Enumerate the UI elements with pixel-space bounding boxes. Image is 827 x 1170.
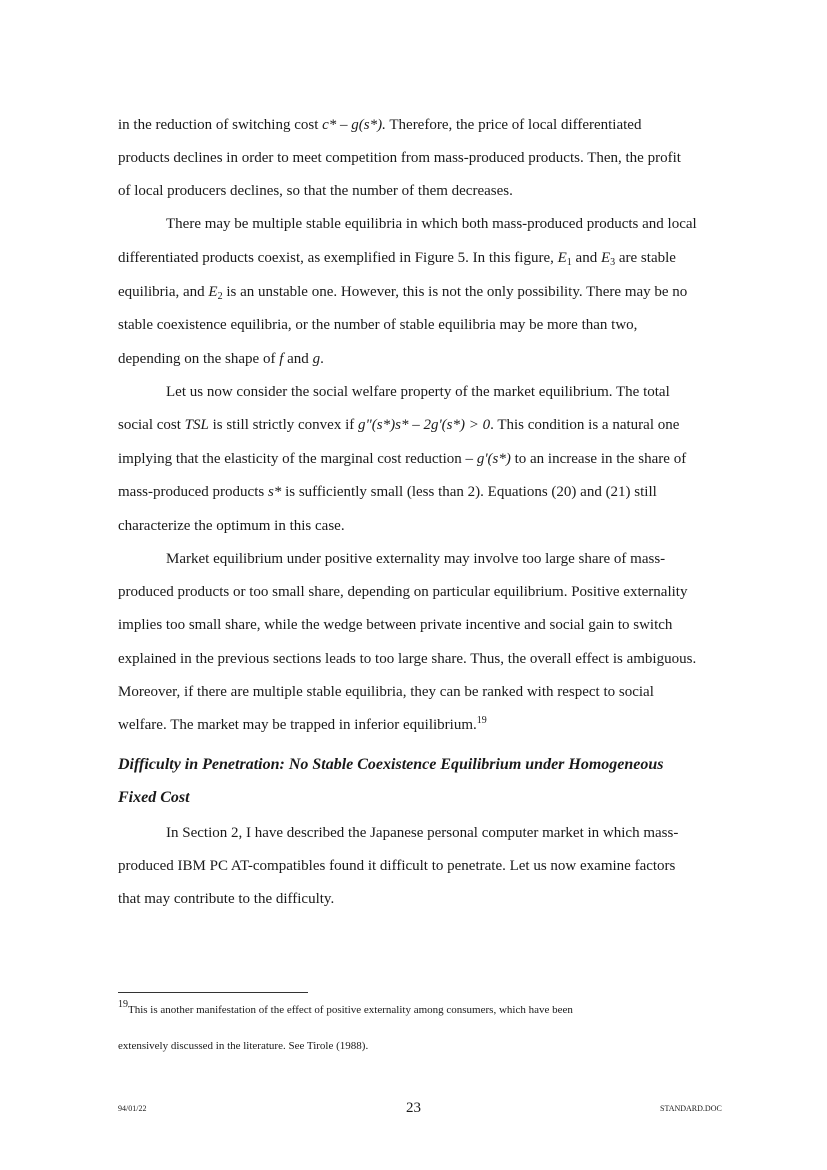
paragraph-line: that may contribute to the difficulty. xyxy=(118,891,335,907)
page-number: 23 xyxy=(406,1100,421,1116)
paragraph-line xyxy=(118,249,676,267)
text-span: is an unstable one. However, this is not the only possibility. There may be no xyxy=(222,284,688,300)
footnote-marker: 19 xyxy=(118,999,128,1010)
paragraph-line: Market equilibrium under positive externality may involve too large share of mass- xyxy=(166,551,666,567)
math-expression: g"(s*)s* – 2g'(s*) > 0 xyxy=(358,417,491,433)
text-span: are stable xyxy=(615,250,676,266)
math-subscript: 3 xyxy=(610,257,616,268)
footer-date: 94/01/22 xyxy=(118,1104,147,1113)
math-expression: g'(s*) xyxy=(476,451,511,467)
paragraph-line: Let us now consider the social welfare property of the market equilibrium. The total xyxy=(166,384,670,400)
text-span: is sufficiently small (less than 2). Equations (20) and (21) still xyxy=(281,484,657,500)
text-span: in the reduction of switching cost xyxy=(118,117,323,133)
paragraph-line: products declines in order to meet competition from mass-produced products. Then, the profit xyxy=(118,150,681,166)
math-symbol: E xyxy=(600,250,611,266)
footnote: extensively discussed in the literature. See Tirole (1988). xyxy=(118,1040,369,1052)
math-symbol: s* xyxy=(267,484,282,500)
math-subscript: 2 xyxy=(217,291,223,302)
math-symbol: E xyxy=(208,284,218,300)
paragraph-line: characterize the optimum in this case. xyxy=(118,518,345,534)
paragraph-line: produced products or too small share, depending on particular equilibrium. Positive externality xyxy=(118,584,688,600)
math-subscript: 1 xyxy=(566,257,572,268)
page-footer xyxy=(0,1100,827,1120)
text-span: implying that the elasticity of the marginal cost reduction – xyxy=(118,451,477,467)
footnote xyxy=(118,999,573,1017)
math-symbol: g xyxy=(312,351,321,367)
paragraph-line: of local producers declines, so that the number of them decreases. xyxy=(118,183,513,199)
paragraph-line: explained in the previous sections leads to too large share. Thus, the overall effect is ambiguous. xyxy=(118,651,697,667)
paragraph-line xyxy=(118,283,687,301)
paragraph-line: produced IBM PC AT-compatibles found it difficult to penetrate. Let us now examine factors xyxy=(118,858,676,874)
math-symbol: TSL xyxy=(184,417,209,433)
text-span: is still strictly convex if xyxy=(208,417,358,433)
text-span: Therefore, the price of local differentiated xyxy=(385,117,642,133)
paragraph-line xyxy=(118,116,641,134)
paragraph-line xyxy=(118,350,324,368)
paragraph-line xyxy=(118,716,487,734)
text-span: equilibria, and xyxy=(118,284,209,300)
text-span: welfare. The market may be trapped in inferior equilibrium. xyxy=(118,717,477,733)
paragraph-line xyxy=(118,416,679,434)
math-expression: c* – g(s*). xyxy=(322,117,386,133)
paragraph-line: implies too small share, while the wedge between private incentive and social gain to switch xyxy=(118,617,673,633)
text-span: social cost xyxy=(118,417,185,433)
text-span: . This condition is a natural one xyxy=(490,417,680,433)
footnote-text: This is another manifestation of the effect of positive externality among consumers, which have been xyxy=(128,1004,573,1016)
text-span: and xyxy=(571,250,601,266)
paragraph-line: Moreover, if there are multiple stable equilibria, they can be ranked with respect to social xyxy=(118,684,654,700)
text-span: . xyxy=(320,351,324,367)
section-heading: Fixed Cost xyxy=(118,789,190,806)
footnote-reference[interactable]: 19 xyxy=(476,715,487,726)
footer-filename: STANDARD.DOC xyxy=(660,1104,722,1113)
text-span: differentiated products coexist, as exemplified in Figure 5. In this figure, xyxy=(118,250,558,266)
text-span: mass-produced products xyxy=(118,484,268,500)
text-span: depending on the shape of xyxy=(118,351,280,367)
paragraph-line xyxy=(118,450,686,468)
footnote-divider xyxy=(118,992,308,993)
paragraph-line xyxy=(118,483,657,501)
paragraph-line: There may be multiple stable equilibria in which both mass-produced products and local xyxy=(166,216,697,232)
text-span: to an increase in the share of xyxy=(510,451,687,467)
math-symbol: E xyxy=(557,250,567,266)
section-heading: Difficulty in Penetration: No Stable Coexistence Equilibrium under Homogeneous xyxy=(118,756,664,773)
text-span: and xyxy=(283,351,313,367)
math-symbol: f xyxy=(279,351,284,367)
paragraph-line: stable coexistence equilibria, or the number of stable equilibria may be more than two, xyxy=(118,317,638,333)
paragraph-line: In Section 2, I have described the Japanese personal computer market in which mass- xyxy=(166,825,679,841)
